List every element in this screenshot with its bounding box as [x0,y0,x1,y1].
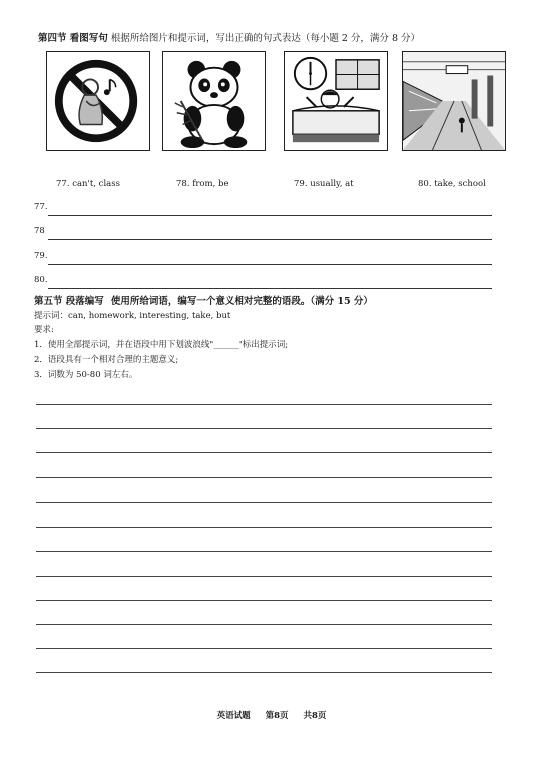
section5-heading [34,293,373,307]
requirement-2: 2．语段具有一个相对合理的主题意义; [34,355,179,365]
writing-line[interactable] [36,477,492,478]
caption-78: 78. from, be [176,179,229,189]
answer-line[interactable] [48,215,492,216]
requirement-1: 1．使用全部提示词，并在语段中用下划波浪线"______"标出提示词; [34,340,289,350]
writing-line[interactable] [36,672,492,673]
writing-line[interactable] [36,648,492,649]
answer-number: 77. [34,202,48,212]
writing-line[interactable] [36,502,492,503]
panda-icon [163,52,265,150]
writing-line[interactable] [36,600,492,601]
answer-number: 78 [34,226,45,236]
section5-instructions: 使用所给词语，编写一个意义相对完整的语段。（满分 15 分） [110,296,373,307]
answer-row-79 [34,251,492,265]
section4-heading [38,30,420,44]
picture-78 [162,51,266,151]
answer-number: 79. [34,251,48,261]
answer-line[interactable] [48,264,492,265]
writing-line[interactable] [36,624,492,625]
picture-80 [402,51,506,151]
train-station-icon [403,52,505,150]
footer-subject: 英语试题 [216,711,251,721]
section4-title: 第四节 看图写句 [38,33,108,44]
writing-line[interactable] [36,527,492,528]
writing-line[interactable] [36,576,492,577]
answer-line[interactable] [48,288,492,289]
writing-line[interactable] [36,551,492,552]
answer-row-78 [34,226,492,240]
caption-79: 79. usually, at [294,179,354,189]
section5-title: 第五节 段落编写 [34,296,104,307]
picture-77 [46,51,150,151]
picture-79 [284,51,388,151]
writing-line[interactable] [36,452,492,453]
boy-waking-clock-icon [285,52,387,150]
section5-hint: 提示词：can, homework, interesting, take, but [34,311,231,321]
section4-instructions: 根据所给图片和提示词，写出正确的句式表达（每小题 2 分，满分 8 分） [110,33,421,44]
writing-line[interactable] [36,428,492,429]
caption-80: 80. take, school [418,179,486,189]
requirement-3: 3．词数为 50-80 词左右。 [34,370,138,380]
answer-line[interactable] [48,239,492,240]
requirements-label: 要求: [34,325,54,335]
footer-page: 第8页 [265,711,289,721]
writing-line[interactable] [36,404,492,405]
answer-number: 80. [34,275,48,285]
answer-row-77 [34,202,492,216]
no-music-sign-icon [47,52,149,150]
footer-total: 共8页 [303,711,327,721]
page-footer [0,709,543,721]
answer-row-80 [34,275,492,289]
caption-77: 77. can't, class [56,179,120,189]
